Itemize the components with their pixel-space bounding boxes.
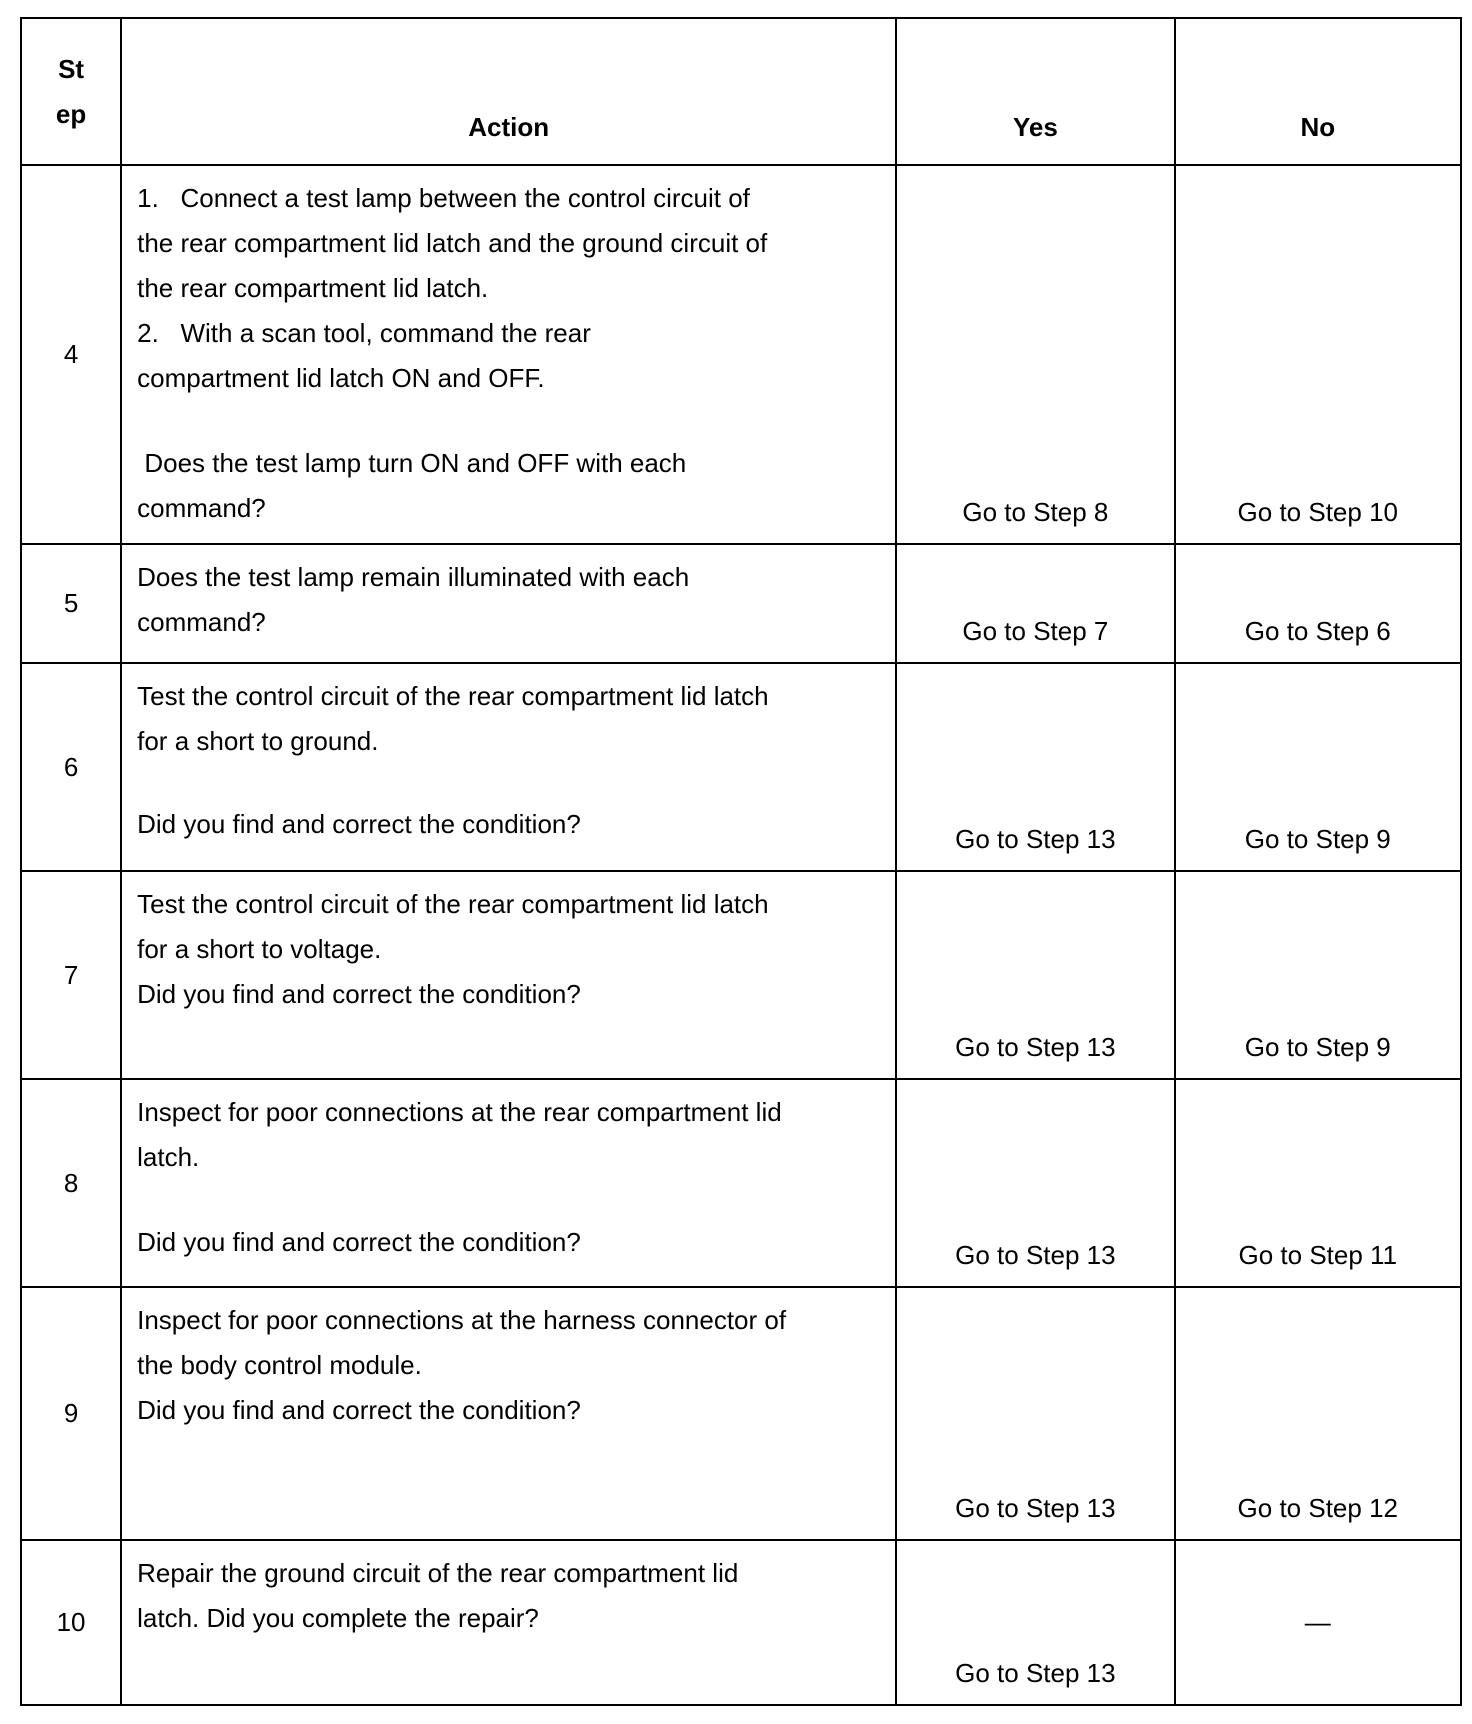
header-step [21, 18, 121, 165]
action-line: 1. Connect a test lamp between the control circuit of [137, 183, 750, 213]
action-line: 2. With a scan tool, command the rear [137, 318, 591, 348]
step-number: 9 [21, 1287, 121, 1540]
action-line: for a short to voltage. [137, 934, 382, 964]
yes-result: Go to Step 8 [896, 165, 1174, 544]
action-text [121, 1540, 896, 1705]
yes-result: Go to Step 13 [896, 1079, 1174, 1287]
yes-result: Go to Step 13 [896, 663, 1174, 871]
table-row [21, 1540, 1461, 1705]
action-spacer [137, 764, 881, 802]
step-number: 6 [21, 663, 121, 871]
action-spacer [137, 1180, 881, 1220]
action-line: Did you find and correct the condition? [137, 979, 581, 1009]
action-line: for a short to ground. [137, 726, 379, 756]
no-result: — [1175, 1540, 1461, 1705]
action-line: latch. [137, 1142, 200, 1172]
action-line: the body control module. [137, 1350, 422, 1380]
no-result: Go to Step 11 [1175, 1079, 1461, 1287]
action-spacer [137, 401, 881, 441]
action-line: compartment lid latch ON and OFF. [137, 363, 545, 393]
step-number: 7 [21, 871, 121, 1079]
table-row [21, 165, 1461, 544]
action-line: Test the control circuit of the rear compartment lid latch [137, 681, 769, 711]
table-row [21, 663, 1461, 871]
header-action: Action [121, 18, 896, 165]
action-text [121, 165, 896, 544]
yes-result: Go to Step 13 [896, 1287, 1174, 1540]
header-yes: Yes [896, 18, 1174, 165]
no-result: Go to Step 12 [1175, 1287, 1461, 1540]
step-number: 10 [21, 1540, 121, 1705]
action-line: command? [137, 607, 266, 637]
table-header-row [21, 18, 1461, 165]
header-step-line2: ep [55, 98, 87, 129]
step-number: 8 [21, 1079, 121, 1287]
action-line: Did you find and correct the condition? [137, 1227, 581, 1257]
diagnostic-table [20, 17, 1462, 1706]
yes-result: Go to Step 13 [896, 1540, 1174, 1705]
table-body [21, 165, 1461, 1705]
yes-result: Go to Step 13 [896, 871, 1174, 1079]
action-line: Does the test lamp remain illuminated with each [137, 562, 690, 592]
diagnostic-table-container [20, 17, 1462, 1706]
action-line: Does the test lamp turn ON and OFF with each [137, 448, 687, 478]
action-text [121, 871, 896, 1079]
table-row [21, 871, 1461, 1079]
table-row [21, 544, 1461, 663]
header-step-line1: St [58, 53, 85, 84]
action-line: Inspect for poor connections at the harness connector of [137, 1305, 787, 1335]
header-no: No [1175, 18, 1461, 165]
no-result: Go to Step 10 [1175, 165, 1461, 544]
action-line: command? [137, 493, 266, 523]
yes-result: Go to Step 7 [896, 544, 1174, 663]
action-text [121, 663, 896, 871]
action-text [121, 544, 896, 663]
action-line: Did you find and correct the condition? [137, 1395, 581, 1425]
action-line: the rear compartment lid latch. [137, 273, 489, 303]
action-line: the rear compartment lid latch and the ground circuit of [137, 228, 768, 258]
action-line: Repair the ground circuit of the rear compartment lid [137, 1558, 739, 1588]
table-row [21, 1287, 1461, 1540]
step-number: 5 [21, 544, 121, 663]
action-text [121, 1079, 896, 1287]
step-number: 4 [21, 165, 121, 544]
action-text [121, 1287, 896, 1540]
no-result: Go to Step 9 [1175, 663, 1461, 871]
table-row [21, 1079, 1461, 1287]
action-line: latch. Did you complete the repair? [137, 1603, 539, 1633]
no-result: Go to Step 9 [1175, 871, 1461, 1079]
action-line: Test the control circuit of the rear compartment lid latch [137, 889, 769, 919]
action-line: Inspect for poor connections at the rear compartment lid [137, 1097, 782, 1127]
action-line: Did you find and correct the condition? [137, 809, 581, 839]
no-result: Go to Step 6 [1175, 544, 1461, 663]
